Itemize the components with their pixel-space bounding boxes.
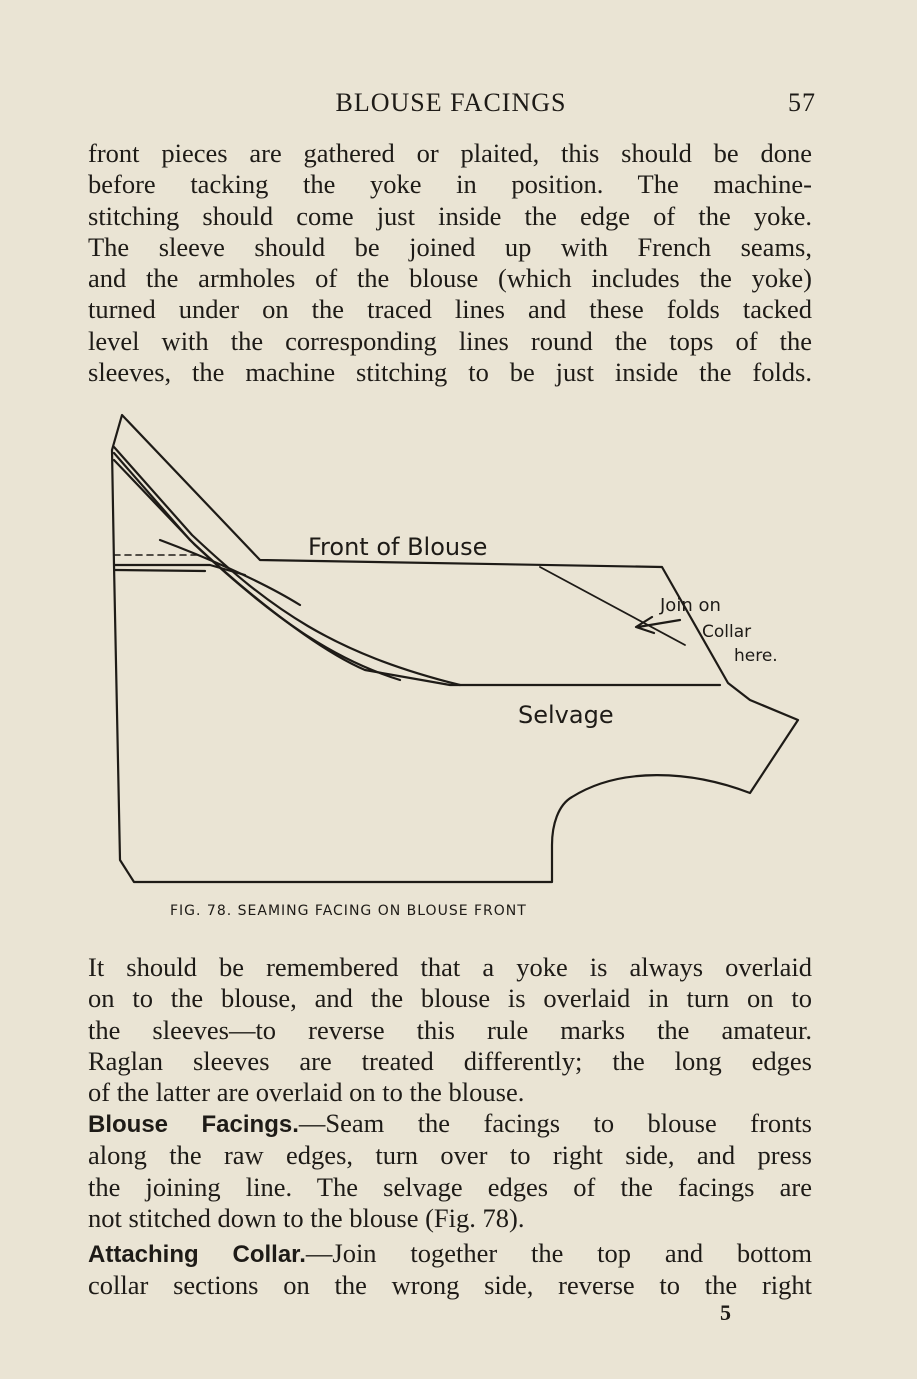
label-here: here. <box>734 646 778 666</box>
facing-line <box>160 540 300 605</box>
facing-line <box>115 570 205 571</box>
label-collar: Collar <box>702 622 752 642</box>
label-front-of-blouse: Front of Blouse <box>308 533 488 561</box>
text-line: front pieces are gathered or plaited, this should be done <box>88 138 812 168</box>
running-head <box>86 88 816 118</box>
text-run: —Join together the top and bottom <box>305 1238 812 1268</box>
text-run: —Seam the facings to blouse fronts <box>298 1108 812 1138</box>
text-line: of the latter are overlaid on to the blouse. <box>88 1077 525 1108</box>
page-number: 57 <box>788 88 816 117</box>
label-join-on: Join on <box>660 595 721 616</box>
paragraph-yoke-stitching <box>88 138 812 388</box>
text-line: before tacking the yoke in position. The machine- <box>88 169 812 200</box>
text-line: the sleeves—to reverse this rule marks the amateur. <box>88 1014 812 1045</box>
section-lead: Attaching Collar. <box>88 1241 306 1268</box>
chapter-title: BLOUSE FACINGS <box>335 88 567 117</box>
text-line: It should be remembered that a yoke is always overlaid <box>88 952 812 982</box>
text-line <box>88 1238 812 1270</box>
blouse-outline <box>112 415 798 882</box>
signature-mark: 5 <box>720 1300 731 1325</box>
text-line: Raglan sleeves are treated differently; the long edges <box>88 1045 812 1076</box>
label-selvage: Selvage <box>518 701 614 729</box>
text-line: along the raw edges, turn over to right side, and press <box>88 1140 812 1171</box>
text-line: not stitched down to the blouse (Fig. 78). <box>88 1202 525 1233</box>
text-line: on to the blouse, and the blouse is overlaid in turn on to <box>88 983 812 1014</box>
paragraph-overlay-rule <box>88 952 812 1108</box>
text-line: sleeves, the machine stitching to be just inside the folds. <box>88 357 812 388</box>
figure-caption: FIG. 78. SEAMING FACING ON BLOUSE FRONT <box>170 903 527 919</box>
paragraph-blouse-facings <box>88 1108 812 1234</box>
text-line: level with the corresponding lines round the tops of the <box>88 325 812 356</box>
text-line: turned under on the traced lines and these folds tacked <box>88 294 812 325</box>
blouse-facing-diagram <box>100 405 820 925</box>
paragraph-attaching-collar <box>88 1238 812 1302</box>
text-line: the joining line. The selvage edges of the facings are <box>88 1171 812 1202</box>
text-line: collar sections on the wrong side, reverse to the right <box>88 1270 812 1301</box>
text-line: and the armholes of the blouse (which includes the yoke) <box>88 263 812 294</box>
text-line <box>88 1108 812 1140</box>
text-line: stitching should come just inside the edge of the yoke. <box>88 200 812 231</box>
selvage-line <box>114 453 720 685</box>
text-line: The sleeve should be joined up with French seams, <box>88 231 812 262</box>
section-lead: Blouse Facings. <box>88 1111 299 1138</box>
